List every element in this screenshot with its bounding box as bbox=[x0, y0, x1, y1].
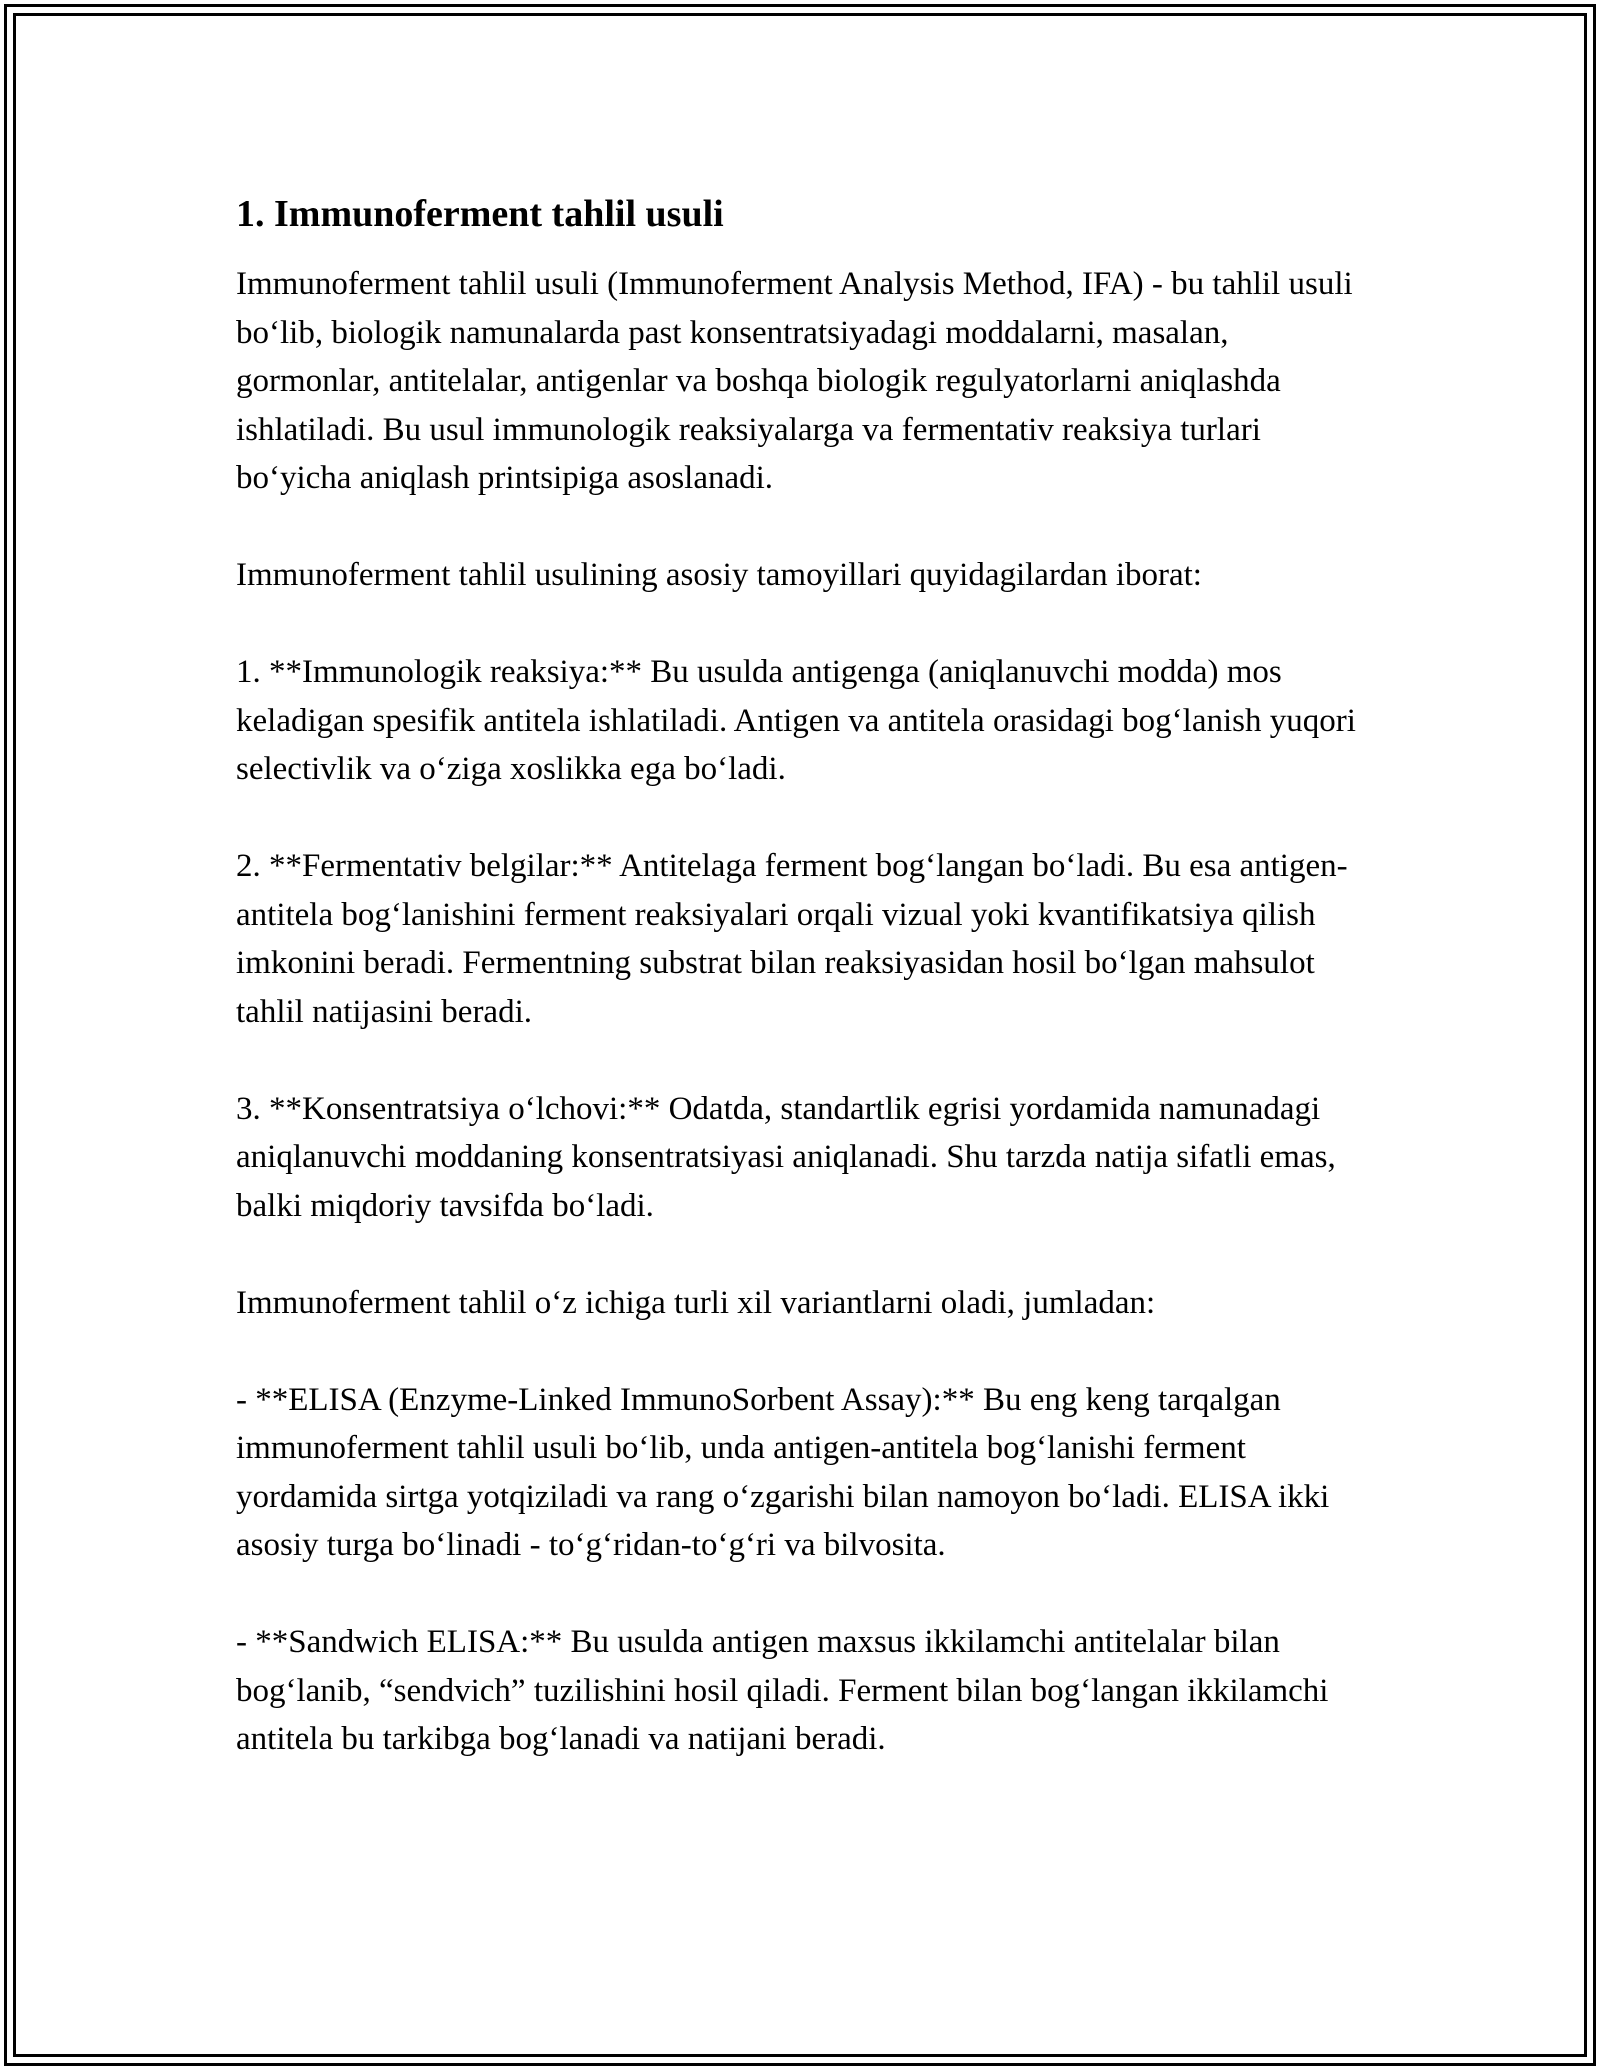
document-body bbox=[236, 180, 1376, 1812]
paragraph-principle-2: 2. **Fermentativ belgilar:** Antitelaga ferment bog‘langan bo‘ladi. Bu esa antigen-antitela bog‘lanishini ferment reaksiyalari orqali vizual yoki kvantifikatsiya qilish imkonini beradi. Fermentning substrat bilan reaksiyasidan hosil bo‘lgan mahsulot tahlil natijasini beradi. bbox=[236, 848, 1348, 1030]
paragraph-variants-lead: Immunoferment tahlil o‘z ichiga turli xil variantlarni oladi, jumladan: bbox=[236, 1284, 1156, 1321]
paragraph-variant-elisa: - **ELISA (Enzyme-Linked ImmunoSorbent Assay):** Bu eng keng tarqalgan immunoferment tahlil usuli bo‘lib, unda antigen-antitela bog‘lanishi ferment yordamida sirtga yotqiziladi va rang o‘zgarishi bilan namoyon bo‘ladi. ELISA ikki asosiy turga bo‘linadi - to‘g‘ridan-to‘g‘ri va bilvosita. bbox=[236, 1381, 1330, 1563]
paragraph-variant-sandwich-elisa: - **Sandwich ELISA:** Bu usulda antigen maxsus ikkilamchi antitelalar bilan bog‘lanib, “sendvich” tuzilishini hosil qiladi. Ferment bilan bog‘langan ikkilamchi antitela bu tarkibga bog‘lanadi va natijani beradi. bbox=[236, 1624, 1329, 1757]
section-heading: 1. Immunoferment tahlil usuli bbox=[236, 193, 724, 235]
paragraph-intro: Immunoferment tahlil usuli (Immunoferment Analysis Method, IFA) - bu tahlil usuli bo‘lib, biologik namunalarda past konsentratsiyadagi moddalarni, masalan, gormonlar, antitelalar, antigenlar va boshqa biologik regulyatorlarni aniqlashda ishlatiladi. Bu usul immunologik reaksiyalarga va fermentativ reaksiya turlari bo‘yicha aniqlash printsipiga asoslanadi. bbox=[236, 266, 1353, 496]
paragraph-principle-1: 1. **Immunologik reaksiya:** Bu usulda antigenga (aniqlanuvchi modda) mos keladigan spesifik antitela ishlatiladi. Antigen va antitela orasidagi bog‘lanish yuqori selectivlik va o‘ziga xoslikka ega bo‘ladi. bbox=[236, 654, 1356, 787]
paragraph-principle-3: 3. **Konsentratsiya o‘lchovi:** Odatda, standartlik egrisi yordamida namunadagi aniqlanuvchi moddaning konsentratsiyasi aniqlanadi. Shu tarzda natija sifatli emas, balki miqdoriy tavsifda bo‘ladi. bbox=[236, 1090, 1336, 1224]
paragraph-principles-lead: Immunoferment tahlil usulining asosiy tamoyillari quyidagilardan iborat: bbox=[236, 557, 1202, 593]
